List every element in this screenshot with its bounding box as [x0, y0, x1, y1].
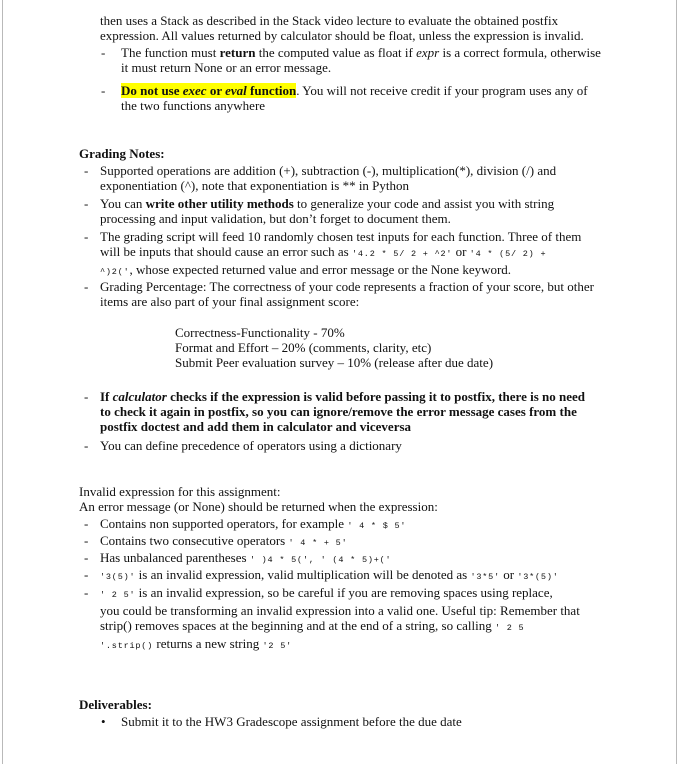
highlighted-warning	[121, 83, 296, 98]
list-dash: -	[84, 229, 89, 244]
code-example: '.strip()	[100, 641, 154, 651]
page-left-border	[2, 0, 3, 764]
bold-text: write other utility methods	[145, 196, 294, 211]
code-example: '3*(5)'	[517, 572, 559, 582]
list-dash: -	[84, 196, 89, 211]
code-example: '3(5)'	[100, 572, 136, 582]
text: You can define precedence of operators using a dictionary	[100, 438, 402, 453]
text: is an invalid expression, so be careful if you are removing spaces using replace,	[135, 585, 553, 600]
text: the computed value as float if	[255, 45, 417, 60]
code-example: ' 4 * $ 5'	[347, 521, 407, 531]
list-dash: -	[84, 533, 89, 548]
text: the two functions anywhere	[121, 98, 266, 113]
text: is a correct formula, otherwise	[439, 45, 601, 60]
list-dash: -	[101, 83, 106, 98]
text: Has unbalanced parentheses	[100, 550, 250, 565]
heading-text: Grading Notes:	[79, 146, 165, 161]
text: . You will not receive credit if your program uses any of	[296, 83, 588, 98]
invalid-expression-heading	[79, 484, 438, 514]
list-dash: -	[84, 516, 89, 531]
score-correctness: Correctness-Functionality - 70%	[175, 325, 345, 340]
code-example: '2 5'	[262, 641, 293, 651]
heading-text: Deliverables:	[79, 697, 152, 712]
text: strip() removes spaces at the beginning and at the end of a string, so calling	[100, 618, 495, 633]
code-example: ' 2 5'	[100, 590, 136, 600]
eval-word: eval	[225, 83, 247, 98]
list-dash: -	[84, 567, 89, 582]
code-example: ' (4 * 5)+('	[314, 555, 392, 565]
text: items are also part of your final assignment score:	[100, 294, 360, 309]
text: to check it again in postfix, so you can ignore/remove the error message cases from the	[100, 404, 577, 419]
text: processing and input validation, but don’t forget to document them.	[100, 211, 451, 226]
text: or	[452, 244, 470, 259]
no-exec-eval-item	[100, 83, 605, 115]
code-example: ' 2 5	[494, 623, 525, 633]
text: returns a new string	[153, 636, 263, 651]
score-peer-evaluation: Submit Peer evaluation survey – 10% (release after due date)	[175, 355, 494, 370]
code-example: '4.2 * 5/ 2 + ^2'	[352, 249, 453, 259]
text: Submit it to the HW3 Gradescope assignment before the due date	[121, 714, 462, 729]
text: you could be transforming an invalid expression into a valid one. Useful tip: Remember that	[100, 603, 580, 618]
text: Grading Percentage: The correctness of your code represents a fraction of your score, but other	[100, 279, 594, 294]
list-dash: -	[84, 438, 89, 453]
list-dash: -	[84, 550, 89, 565]
code-example: '4 * (5/ 2) +	[469, 249, 547, 259]
return-requirement-item	[100, 45, 605, 77]
text: If	[100, 389, 113, 404]
intro-paragraph	[100, 13, 605, 43]
text: function	[246, 83, 297, 98]
text: checks if the expression is valid before passing it to postfix, there is no need	[166, 389, 585, 404]
list-dash: -	[84, 585, 89, 600]
text: will be inputs that should cause an error such as	[100, 244, 352, 259]
grading-notes-heading	[79, 146, 165, 161]
calculator-word: calculator	[112, 389, 167, 404]
return-keyword: return	[219, 45, 256, 60]
text: An error message (or None) should be returned when the expression:	[79, 499, 438, 514]
text: or	[499, 567, 518, 582]
list-dash: -	[84, 163, 89, 178]
text: postfix doctest and add them in calculator and viceversa	[100, 419, 412, 434]
expr-param: expr	[416, 45, 440, 60]
text: Invalid expression for this assignment:	[79, 484, 281, 499]
code-example: ^)2('	[100, 267, 130, 277]
text: exponentiation (^), note that exponentiation is ** in Python	[100, 178, 410, 193]
code-example: ' 4 * + 5'	[288, 538, 348, 548]
text: to generalize your code and assist you with string	[293, 196, 555, 211]
list-dash: -	[101, 45, 106, 60]
score-breakdown	[175, 325, 493, 370]
page-right-border	[676, 0, 677, 764]
text: , whose expected returned value and error message or the None keyword.	[129, 262, 512, 277]
code-example: ' )4 * 5(',	[249, 555, 315, 565]
text: or	[206, 83, 226, 98]
text: The function must	[121, 45, 220, 60]
bullet: •	[101, 714, 106, 729]
list-dash: -	[84, 279, 89, 294]
text: Do not use	[121, 83, 183, 98]
list-dash: -	[84, 389, 89, 404]
exec-word: exec	[182, 83, 207, 98]
intro-line-1: then uses a Stack as described in the Stack video lecture to evaluate the obtained postfix	[100, 13, 559, 28]
code-example: '3*5'	[470, 572, 500, 582]
text: You can	[100, 196, 146, 211]
text: Contains two consecutive operators	[100, 533, 289, 548]
score-format: Format and Effort – 20% (comments, clarity, etc)	[175, 340, 432, 355]
text: The grading script will feed 10 randomly chosen test inputs for each function. Three of them	[100, 229, 582, 244]
text: is an invalid expression, valid multiplication will be denoted as	[135, 567, 471, 582]
text: Supported operations are addition (+), subtraction (-), multiplication(*), division (/) and	[100, 163, 557, 178]
intro-line-2: expression. All values returned by calculator should be float, unless the expression is invalid.	[100, 28, 584, 43]
text: Contains non supported operators, for example	[100, 516, 348, 531]
deliverables-heading	[79, 697, 152, 712]
text: it must return None or an error message.	[121, 60, 332, 75]
